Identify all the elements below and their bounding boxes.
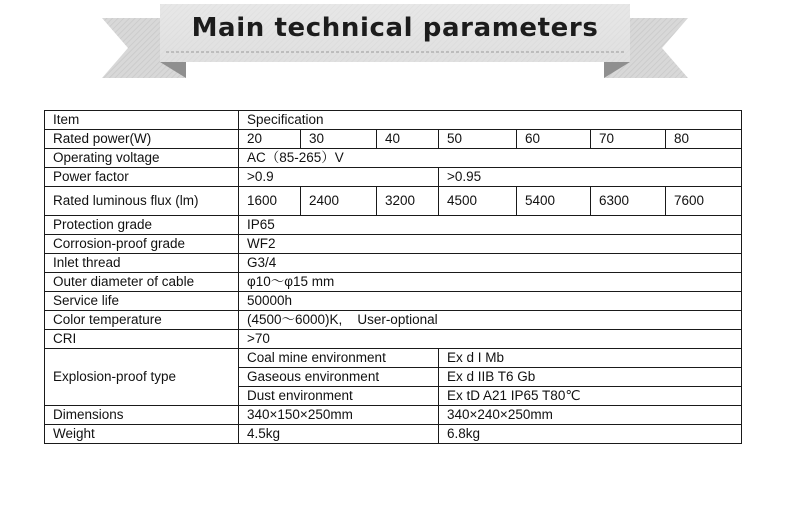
row-label: Power factor: [45, 168, 239, 187]
table-row-weight: [45, 425, 742, 444]
table-row-cable-diameter: [45, 273, 742, 292]
table-cell: Ex tD A21 IP65 T80℃: [439, 387, 742, 406]
table-cell: WF2: [239, 235, 742, 254]
table-cell: 7600: [666, 187, 742, 216]
table-cell: 2400: [301, 187, 377, 216]
table-cell: φ10～φ15 mm: [239, 273, 742, 292]
row-label: Rated power(W): [45, 130, 239, 149]
table-cell: 50: [439, 130, 517, 149]
table-cell: >0.95: [439, 168, 742, 187]
row-label: Explosion-proof type: [45, 349, 239, 406]
table-cell: >0.9: [239, 168, 439, 187]
row-label: CRI: [45, 330, 239, 349]
table-cell: 80: [666, 130, 742, 149]
table-cell: 4500: [439, 187, 517, 216]
row-label: Dimensions: [45, 406, 239, 425]
table-row-power-factor: [45, 168, 742, 187]
table-cell: Gaseous environment: [239, 368, 439, 387]
table-cell: 1600: [239, 187, 301, 216]
table-cell: G3/4: [239, 254, 742, 273]
spec-table: [44, 110, 742, 444]
table-row-service-life: [45, 292, 742, 311]
table-cell: 20: [239, 130, 301, 149]
header-specification: Specification: [239, 111, 742, 130]
table-cell: 40: [377, 130, 439, 149]
row-label: Protection grade: [45, 216, 239, 235]
table-row-operating-voltage: [45, 149, 742, 168]
table-row-dimensions: [45, 406, 742, 425]
row-label: Color temperature: [45, 311, 239, 330]
table-row-cri: [45, 330, 742, 349]
row-label: Inlet thread: [45, 254, 239, 273]
table-cell: 5400: [517, 187, 591, 216]
row-label: Operating voltage: [45, 149, 239, 168]
table-row-luminous-flux: [45, 187, 742, 216]
header-item: Item: [45, 111, 239, 130]
title-ribbon: [0, 0, 790, 90]
table-cell: Ex d I Mb: [439, 349, 742, 368]
table-row-explosion-proof: [45, 349, 742, 368]
table-cell: 50000h: [239, 292, 742, 311]
table-cell: AC（85-265）V: [239, 149, 742, 168]
table-cell: Coal mine environment: [239, 349, 439, 368]
table-cell: Ex d IIB T6 Gb: [439, 368, 742, 387]
row-label: Service life: [45, 292, 239, 311]
row-label: Rated luminous flux (lm): [45, 187, 239, 216]
row-label: Corrosion-proof grade: [45, 235, 239, 254]
table-header-row: [45, 111, 742, 130]
table-cell: IP65: [239, 216, 742, 235]
table-cell: 340×240×250mm: [439, 406, 742, 425]
table-row-color-temperature: [45, 311, 742, 330]
table-cell: >70: [239, 330, 742, 349]
table-cell: 6300: [591, 187, 666, 216]
table-row-inlet-thread: [45, 254, 742, 273]
table-cell: 70: [591, 130, 666, 149]
table-cell: 3200: [377, 187, 439, 216]
table-row-protection-grade: [45, 216, 742, 235]
table-row-corrosion-grade: [45, 235, 742, 254]
table-cell: 4.5kg: [239, 425, 439, 444]
table-cell: 60: [517, 130, 591, 149]
table-cell: 6.8kg: [439, 425, 742, 444]
table-cell: (4500～6000)K, User-optional: [239, 311, 742, 330]
table-cell: 340×150×250mm: [239, 406, 439, 425]
page-title: Main technical parameters: [191, 13, 599, 43]
table-row-rated-power: [45, 130, 742, 149]
table-cell: Dust environment: [239, 387, 439, 406]
row-label: Weight: [45, 425, 239, 444]
row-label: Outer diameter of cable: [45, 273, 239, 292]
table-cell: 30: [301, 130, 377, 149]
